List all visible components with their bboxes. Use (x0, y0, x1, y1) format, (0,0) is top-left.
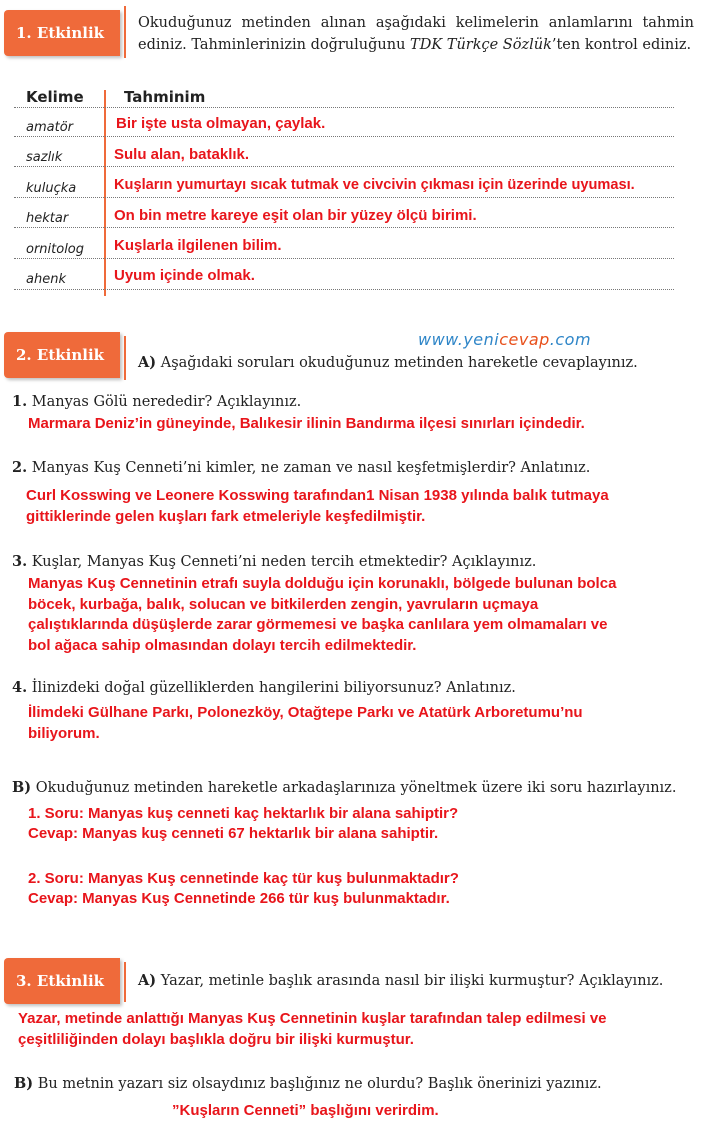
activity-3a-answer (18, 1008, 607, 1050)
part-b-label: B) (14, 1075, 34, 1092)
column-header-word: Kelime (26, 88, 84, 106)
word-cell: amatör (26, 120, 73, 135)
activity-1-divider (124, 6, 126, 58)
activity-1-instruction (138, 12, 694, 56)
watermark-part: .com (549, 330, 592, 349)
watermark-part: www.yeni (418, 330, 500, 349)
activity-3a-instruction (138, 970, 663, 992)
question-number: 3. (12, 553, 28, 570)
question-number: 2. (12, 459, 28, 476)
activity-2-title: 2. Etkinlik (16, 346, 105, 364)
table-line (14, 166, 674, 167)
table-line (14, 136, 674, 137)
table-line (14, 197, 674, 198)
question-text: İlinizdeki doğal güzelliklerden hangilerini biliyorsunuz? Anlatınız. (31, 680, 516, 696)
meaning-cell: Kuşlarla ilgilenen bilim. (114, 237, 282, 254)
question-text: Manyas Kuş Cenneti’ni kimler, ne zaman ve nasıl keşfetmişlerdir? Anlatınız. (31, 460, 591, 476)
table-line (14, 227, 674, 228)
activity-3-title: 3. Etkinlik (16, 972, 105, 990)
activity-3-divider (124, 962, 126, 1002)
answer-line: 2. Soru: Manyas Kuş cennetinde kaç tür kuş bulunmaktadır? (28, 870, 459, 887)
answer-3 (28, 574, 616, 656)
part-b-answers (28, 804, 459, 909)
question-3 (12, 551, 536, 573)
activity-2a-instruction (138, 352, 638, 374)
answer-line: böcek, kurbağa, balık, solucan ve bitkilerden zengin, yavruların uçmaya (28, 595, 539, 613)
answer-line: Marmara Deniz’in güneyinde, Balıkesir ilinin Bandırma ilçesi sınırları içindedir. (28, 415, 585, 432)
instruction-text: ediniz. Tahminlerinizin doğruluğunu (138, 37, 411, 53)
part-b-text: Okuduğunuz metinden hareketle arkadaşlarınıza yöneltmek üzere iki soru hazırlayınız. (35, 780, 677, 796)
meaning-cell: Bir işte usta olmayan, çaylak. (116, 115, 326, 132)
answer-line: Yazar, metinde anlattığı Manyas Kuş Cennetinin kuşlar tarafından talep edilmesi ve (18, 1010, 607, 1027)
question-1 (12, 391, 301, 413)
question-number: 4. (12, 679, 28, 696)
word-cell: ornitolog (26, 242, 85, 257)
meaning-cell: Uyum içinde olmak. (114, 267, 255, 284)
table-line (14, 258, 674, 259)
activity-2-divider (124, 336, 126, 380)
question-4 (12, 677, 516, 699)
word-cell: sazlık (26, 150, 63, 165)
question-text: Manyas Gölü nerededir? Açıklayınız. (31, 394, 302, 410)
watermark (418, 330, 591, 349)
answer-line: bol ağaca sahip olmasından dolayı tercih edilmektedir. (28, 636, 417, 654)
instruction-text-end: ’ten kontrol ediniz. (551, 37, 692, 53)
activity-1-badge (4, 10, 120, 56)
answer-line: Cevap: Manyas Kuş Cennetinde 266 tür kuş bulunmaktadır. (28, 890, 450, 907)
activity-2b-instruction (12, 777, 676, 799)
meaning-cell: On bin metre kareye eşit olan bir yüzey ölçü birimi. (114, 207, 477, 224)
activity-3b-instruction (14, 1073, 602, 1095)
word-cell: hektar (26, 211, 69, 226)
meaning-cell: Kuşların yumurtayı sıcak tutmak ve civcivin çıkması için üzerinde uyuması. (114, 177, 635, 193)
answer-line: Curl Kosswing ve Leonere Kosswing tarafından1 Nisan 1938 yılında balık tutmaya (26, 487, 609, 504)
answer-4 (28, 702, 583, 744)
answer-line: İlimdeki Gülhane Parkı, Polonezköy, Otağtepe Parkı ve Atatürk Arboretumu’nu (28, 704, 583, 721)
meaning-cell: Sulu alan, bataklık. (114, 146, 250, 163)
part-a-text: Yazar, metinle başlık arasında nasıl bir ilişki kurmuştur? Açıklayınız. (160, 973, 664, 989)
activity-3-badge (4, 958, 120, 1004)
instruction-line-2 (138, 34, 694, 56)
answer-2 (26, 485, 609, 527)
dictionary-name: TDK Türkçe Sözlük (410, 37, 552, 53)
answer-line: çalıştıklarında düşüşlerde zarar görmemesi ve başka canlılara yem olmamaları ve (28, 616, 608, 633)
answer-line: 1. Soru: Manyas kuş cenneti kaç hektarlık bir alana sahiptir? (28, 805, 459, 822)
answer-line: Cevap: Manyas kuş cenneti 67 hektarlık bir alana sahiptir. (28, 825, 439, 842)
part-b-label: B) (12, 779, 32, 796)
answer-line: gittiklerinde gelen kuşları fark etmeleriyle keşfedilmiştir. (26, 508, 426, 525)
watermark-part: cevap (499, 330, 550, 349)
activity-1-title: 1. Etkinlik (16, 24, 105, 42)
question-number: 1. (12, 393, 28, 410)
answer-line: biliyorum. (28, 725, 100, 742)
word-cell: kuluçka (26, 181, 77, 196)
question-text: Kuşlar, Manyas Kuş Cenneti’ni neden tercih etmektedir? Açıklayınız. (31, 554, 537, 570)
instruction-line-1: Okuduğunuz metinden alınan aşağıdaki kelimelerin anlamlarını tahmin (138, 15, 694, 31)
table-divider (104, 90, 106, 296)
part-a-text: Aşağıdaki soruları okuduğunuz metinden hareketle cevaplayınız. (160, 355, 638, 371)
table-line (14, 289, 674, 290)
answer-line: Manyas Kuş Cennetinin etrafı suyla dolduğu için korunaklı, bölgede bulunan bolca (28, 575, 617, 592)
part-a-label: A) (138, 354, 157, 371)
activity-2-badge (4, 332, 120, 378)
part-b-text: Bu metnin yazarı siz olsaydınız başlığınız ne olurdu? Başlık önerinizi yazınız. (37, 1076, 602, 1092)
question-2 (12, 457, 590, 479)
table-line (14, 107, 674, 108)
spacer (28, 844, 459, 869)
column-header-guess: Tahminim (124, 88, 206, 106)
word-cell: ahenk (26, 272, 66, 287)
answer-line: çeşitliliğinden dolayı başlıkla doğru bir ilişki kurmuştur. (18, 1031, 414, 1048)
activity-3b-answer: ”Kuşların Cenneti” başlığını verirdim. (172, 1102, 439, 1119)
part-a-label: A) (138, 972, 157, 989)
answer-1 (28, 414, 585, 434)
